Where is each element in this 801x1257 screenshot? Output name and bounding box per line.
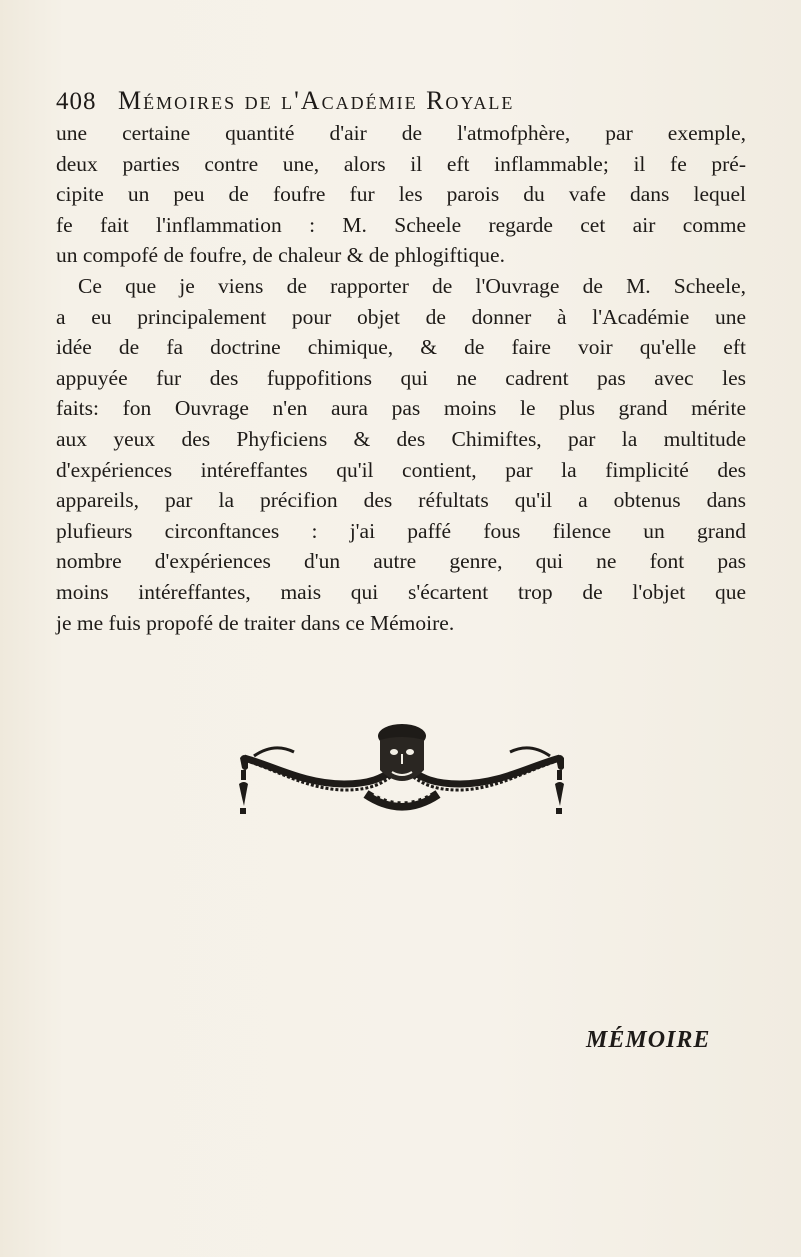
text-line: faits: fon Ouvrage n'en aura pas moins le plus grand mérite [56,396,746,421]
text-line: cipite un peu de foufre fur les parois du vafe dans lequel [56,182,746,207]
text-line: je me fuis propofé de traiter dans ce Mémoire. [56,610,455,635]
text-line: plufieurs circonftances : j'ai paffé fous filence un grand [56,518,746,543]
text-line: appareils, par la précifion des réfultats qu'il a obtenus dans [56,488,746,513]
running-title: Mémoires de l'Académie Royale [118,86,515,115]
text-line: appuyée fur des fuppofitions qui ne cadrent pas avec les [56,365,746,390]
paragraph-start-line: Ce que je viens de rapporter de l'Ouvrage de M. Scheele, [78,273,746,298]
tailpiece-ornament-icon [234,700,570,830]
page-header [56,86,656,122]
text-line: aux yeux des Phyficiens & des Chimiftes, par la multitude [56,426,746,451]
text-line: deux parties contre une, alors il eft inflammable; il fe pré- [56,151,746,176]
text-line: une certaine quantité d'air de l'atmofphère, par exemple, [56,121,746,145]
text-line: a eu principalement pour objet de donner à l'Académie une [56,304,746,329]
text-line: d'expériences intéreffantes qu'il contient, par la fimplicité des [56,457,746,482]
text-line: nombre d'expériences d'un autre genre, qui ne font pas [56,549,746,574]
text-line: idée de fa doctrine chimique, & de faire voir qu'elle eft [56,335,746,360]
text-line: fe fait l'inflammation : M. Scheele regarde cet air comme [56,212,746,237]
catchword: MÉMOIRE [586,1027,711,1053]
body-text [56,118,746,638]
page-number: 408 [56,88,97,115]
text-line: un compofé de foufre, de chaleur & de phlogiftique. [56,243,505,268]
text-line: moins intéreffantes, mais qui s'écartent trop de l'objet que [56,579,746,604]
